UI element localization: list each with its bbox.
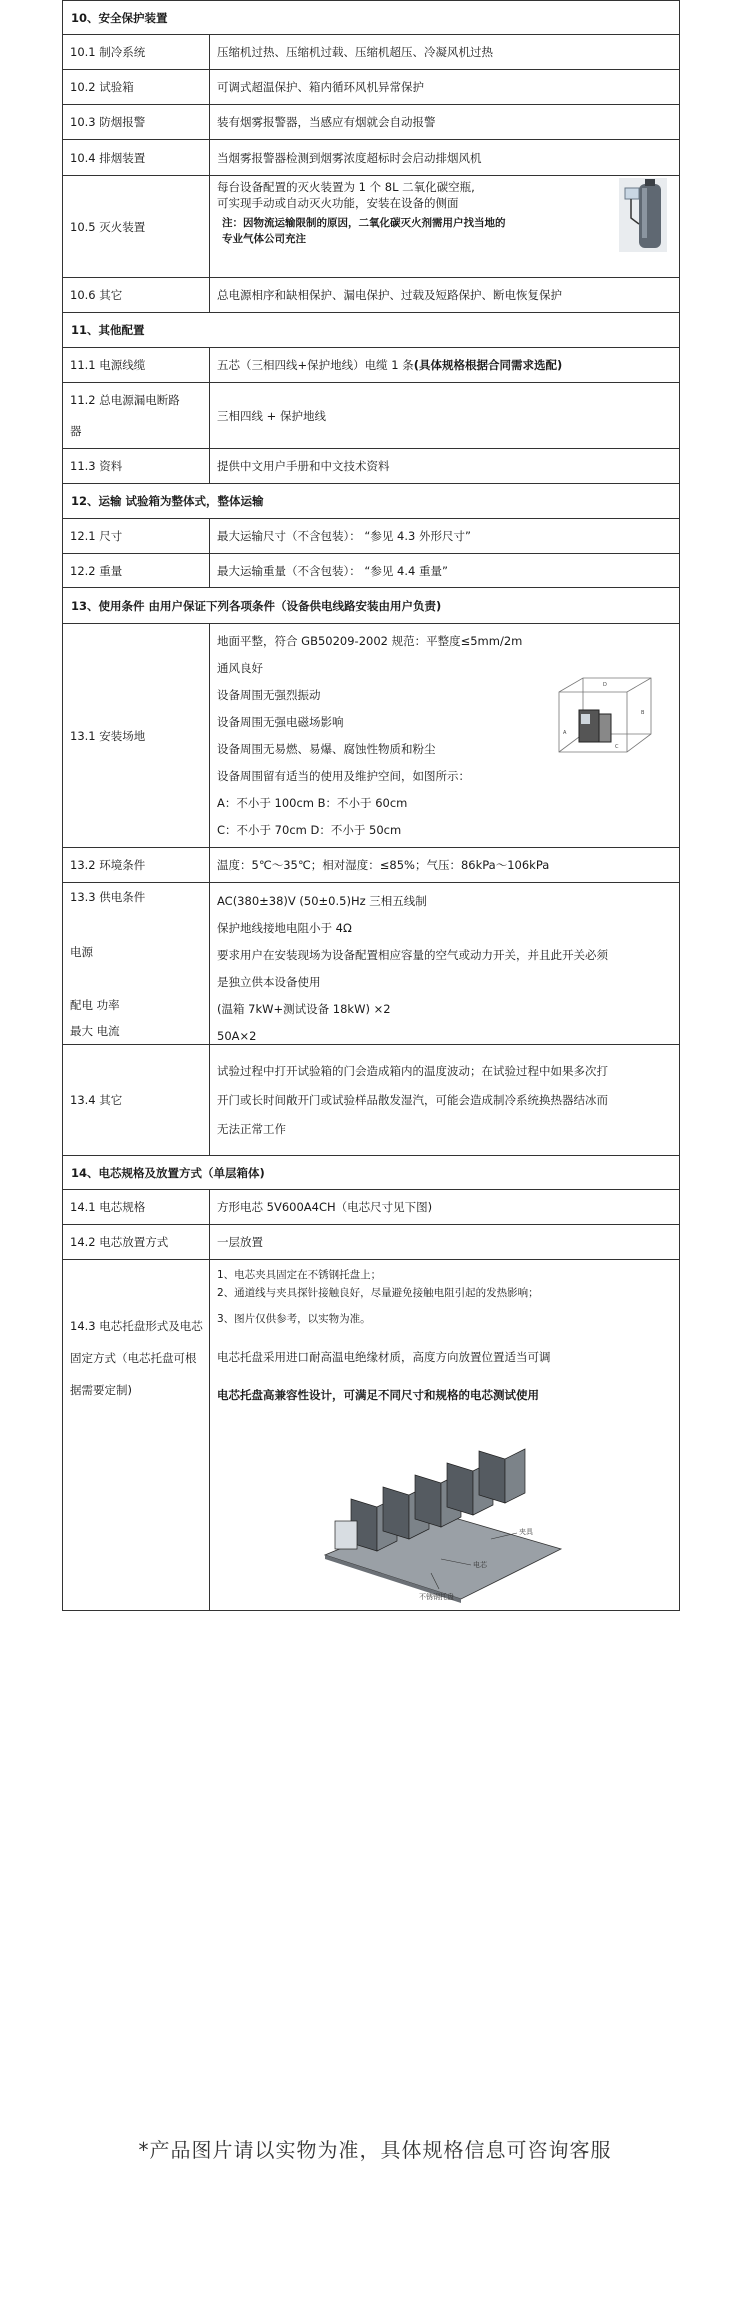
row-label <box>63 383 210 448</box>
text-line: 可实现手动或自动灭火功能，安装在设备的侧面 <box>217 196 459 210</box>
svg-text:D: D <box>603 682 607 688</box>
table-row-installation-site <box>63 623 679 847</box>
label-line: 11.2 总电源漏电断路 <box>70 392 180 407</box>
text-line: 2、通道线与夹具探针接触良好，尽量避免接触电阻引起的发热影响； <box>217 1287 539 1299</box>
table-row <box>63 382 679 448</box>
text-line: 每台设备配置的灭火装置为 1 个 8L 二氧化碳空瓶, <box>217 180 475 194</box>
text-line: 开门或长时间敞开门或试验样品散发湿汽，可能会造成制冷系统换热器结冰而 <box>217 1092 608 1107</box>
section-11-header <box>63 312 679 347</box>
table-row <box>63 847 679 882</box>
row-label: 13.2 环境条件 <box>63 848 210 882</box>
row-label: 14.1 电芯规格 <box>63 1190 210 1224</box>
row-value <box>210 883 679 1044</box>
row-label: 11.1 电源线缆 <box>63 348 210 382</box>
row-label: 14.3 电芯托盘形式及电芯固定方式（电芯托盘可根据需要定制) <box>63 1260 210 1610</box>
text-line: AC(380±38)V (50±0.5)Hz 三相五线制 <box>217 894 427 908</box>
table-row <box>63 1044 679 1155</box>
text-line: 设备周围无易燃、易爆、腐蚀性物质和粉尘 <box>217 742 436 756</box>
row-value: 最大运输重量（不含包装）： “参见 4.4 重量” <box>217 563 448 578</box>
row-value <box>210 348 679 382</box>
text-line: 通风良好 <box>217 661 263 675</box>
table-row <box>63 34 679 69</box>
text-line: 无法正常工作 <box>217 1121 286 1136</box>
row-label: 14.2 电芯放置方式 <box>63 1225 210 1259</box>
section-10-header <box>63 0 679 34</box>
section-title: 10、安全保护装置 <box>71 10 168 25</box>
row-label: 12.1 尺寸 <box>63 519 210 553</box>
row-label: 11.3 资料 <box>63 449 210 483</box>
section-title: 13、使用条件 由用户保证下列各项条件（设备供电线路安装由用户负责) <box>71 598 442 613</box>
row-value: 当烟雾报警器检测到烟雾浓度超标时会启动排烟风机 <box>217 150 482 165</box>
table-row-cell-tray <box>63 1259 679 1610</box>
row-value: 可调式超温保护、箱内循环风机异常保护 <box>217 80 424 94</box>
section-12-header <box>63 483 679 518</box>
section-14-header <box>63 1155 679 1189</box>
installation-clearance-diagram <box>555 674 655 756</box>
callout-cell: 电芯 <box>473 1561 487 1569</box>
co2-cylinder-image <box>619 178 667 252</box>
table-row-fire-extinguisher <box>63 175 679 277</box>
text-line: 设备周围无强烈振动 <box>217 688 321 702</box>
text-line: 3、图片仅供参考，以实物为准。 <box>217 1313 371 1325</box>
footer-disclaimer: *产品图片请以实物为准，具体规格信息可咨询客服 <box>138 2138 612 2162</box>
text-line: 要求用户在安装现场为设备配置相应容量的空气或动力开关，并且此开关必须 <box>217 948 608 962</box>
section-13-header <box>63 587 679 623</box>
text-line: 1、电芯夹具固定在不锈钢托盘上； <box>217 1269 382 1281</box>
text-line: 电芯托盘采用进口耐高温电绝缘材质，高度方向放置位置适当可调 <box>217 1350 551 1364</box>
text-line: 保护地线接地电阻小于 4Ω <box>217 921 352 935</box>
row-label: 12.2 重量 <box>63 554 210 587</box>
table-row <box>63 553 679 587</box>
table-row <box>63 104 679 139</box>
row-label: 10.6 其它 <box>63 278 210 312</box>
table-row <box>63 448 679 483</box>
text-line: 设备周围留有适当的使用及维护空间，如图所示： <box>217 769 470 783</box>
text-line: 是独立供本设备使用 <box>217 975 321 989</box>
section-title: 12、运输 试验箱为整体式，整体运输 <box>71 494 264 508</box>
label-line: 最大 电流 <box>70 1024 120 1038</box>
row-label: 13.4 其它 <box>63 1045 210 1155</box>
label-line: 配电 功率 <box>70 998 120 1012</box>
section-title: 14、电芯规格及放置方式（单层箱体) <box>71 1165 265 1180</box>
svg-text:C: C <box>615 744 619 750</box>
table-row <box>63 1189 679 1224</box>
row-value: 压缩机过热、压缩机过载、压缩机超压、冷凝风机过热 <box>217 45 493 59</box>
row-value: 方形电芯 5V600A4CH（电芯尺寸见下图) <box>217 1200 433 1214</box>
text-line: 地面平整，符合 GB50209-2002 规范：平整度≤5mm/2m <box>217 634 523 648</box>
table-row <box>63 277 679 312</box>
svg-text:B: B <box>641 710 645 716</box>
text-line: 设备周围无强电磁场影响 <box>217 715 344 729</box>
row-value: 一层放置 <box>217 1235 263 1249</box>
table-row <box>63 69 679 104</box>
svg-text:A: A <box>563 730 567 736</box>
row-label: 13.1 安装场地 <box>63 624 210 847</box>
callout-clamp: 夹具 <box>519 1528 533 1536</box>
callout-tray: 不锈钢托盘 <box>419 1593 454 1601</box>
row-label <box>63 883 210 1044</box>
row-value: 装有烟雾报警器，当感应有烟就会自动报警 <box>217 115 436 129</box>
row-value: 温度：5℃～35℃；相对湿度：≤85%；气压：86kPa～106kPa <box>217 858 550 872</box>
row-value: 三相四线 + 保护地线 <box>217 408 326 423</box>
row-value <box>210 176 679 277</box>
row-label: 10.3 防烟报警 <box>63 105 210 139</box>
text-line: 试验过程中打开试验箱的门会造成箱内的温度波动；在试验过程中如果多次打 <box>217 1063 608 1078</box>
row-label: 10.5 灭火装置 <box>63 176 210 277</box>
power-cord-value: 五芯（三相四线+保护地线）电缆 1 条 <box>217 358 414 372</box>
spec-table <box>62 0 680 1611</box>
table-row <box>63 347 679 382</box>
label-line: 电源 <box>70 945 93 959</box>
row-value: 最大运输尺寸（不含包装）： “参见 4.3 外形尺寸” <box>217 529 471 543</box>
table-row-power-supply <box>63 882 679 1044</box>
row-value: 总电源相序和缺相保护、漏电保护、过载及短路保护、断电恢复保护 <box>217 288 562 302</box>
text-line: (温箱 7kW+测试设备 18kW) ×2 <box>217 1002 391 1016</box>
note-line: 注：因物流运输限制的原因，二氧化碳灭火剂需用户找当地的 <box>222 217 506 229</box>
row-label: 10.4 排烟装置 <box>63 140 210 175</box>
table-row <box>63 518 679 553</box>
text-line: A：不小于 100cm B：不小于 60cm <box>217 796 408 810</box>
cell-tray-image <box>321 1443 565 1603</box>
label-line: 器 <box>70 423 82 438</box>
text-line: 电芯托盘高兼容性设计，可满足不同尺寸和规格的电芯测试使用 <box>217 1388 539 1402</box>
row-label: 10.2 试验箱 <box>63 70 210 104</box>
row-value <box>210 1045 679 1155</box>
table-row <box>63 1224 679 1259</box>
text-line: C：不小于 70cm D：不小于 50cm <box>217 823 402 837</box>
row-label: 10.1 制冷系统 <box>63 35 210 69</box>
row-value: 提供中文用户手册和中文技术资料 <box>217 459 390 473</box>
label-line: 13.3 供电条件 <box>70 890 146 904</box>
section-title: 11、其他配置 <box>71 323 145 337</box>
text-line: 50A×2 <box>217 1029 257 1043</box>
note-line: 专业气体公司充注 <box>222 233 306 245</box>
table-row <box>63 139 679 175</box>
power-cord-note: (具体规格根据合同需求选配) <box>413 358 563 372</box>
